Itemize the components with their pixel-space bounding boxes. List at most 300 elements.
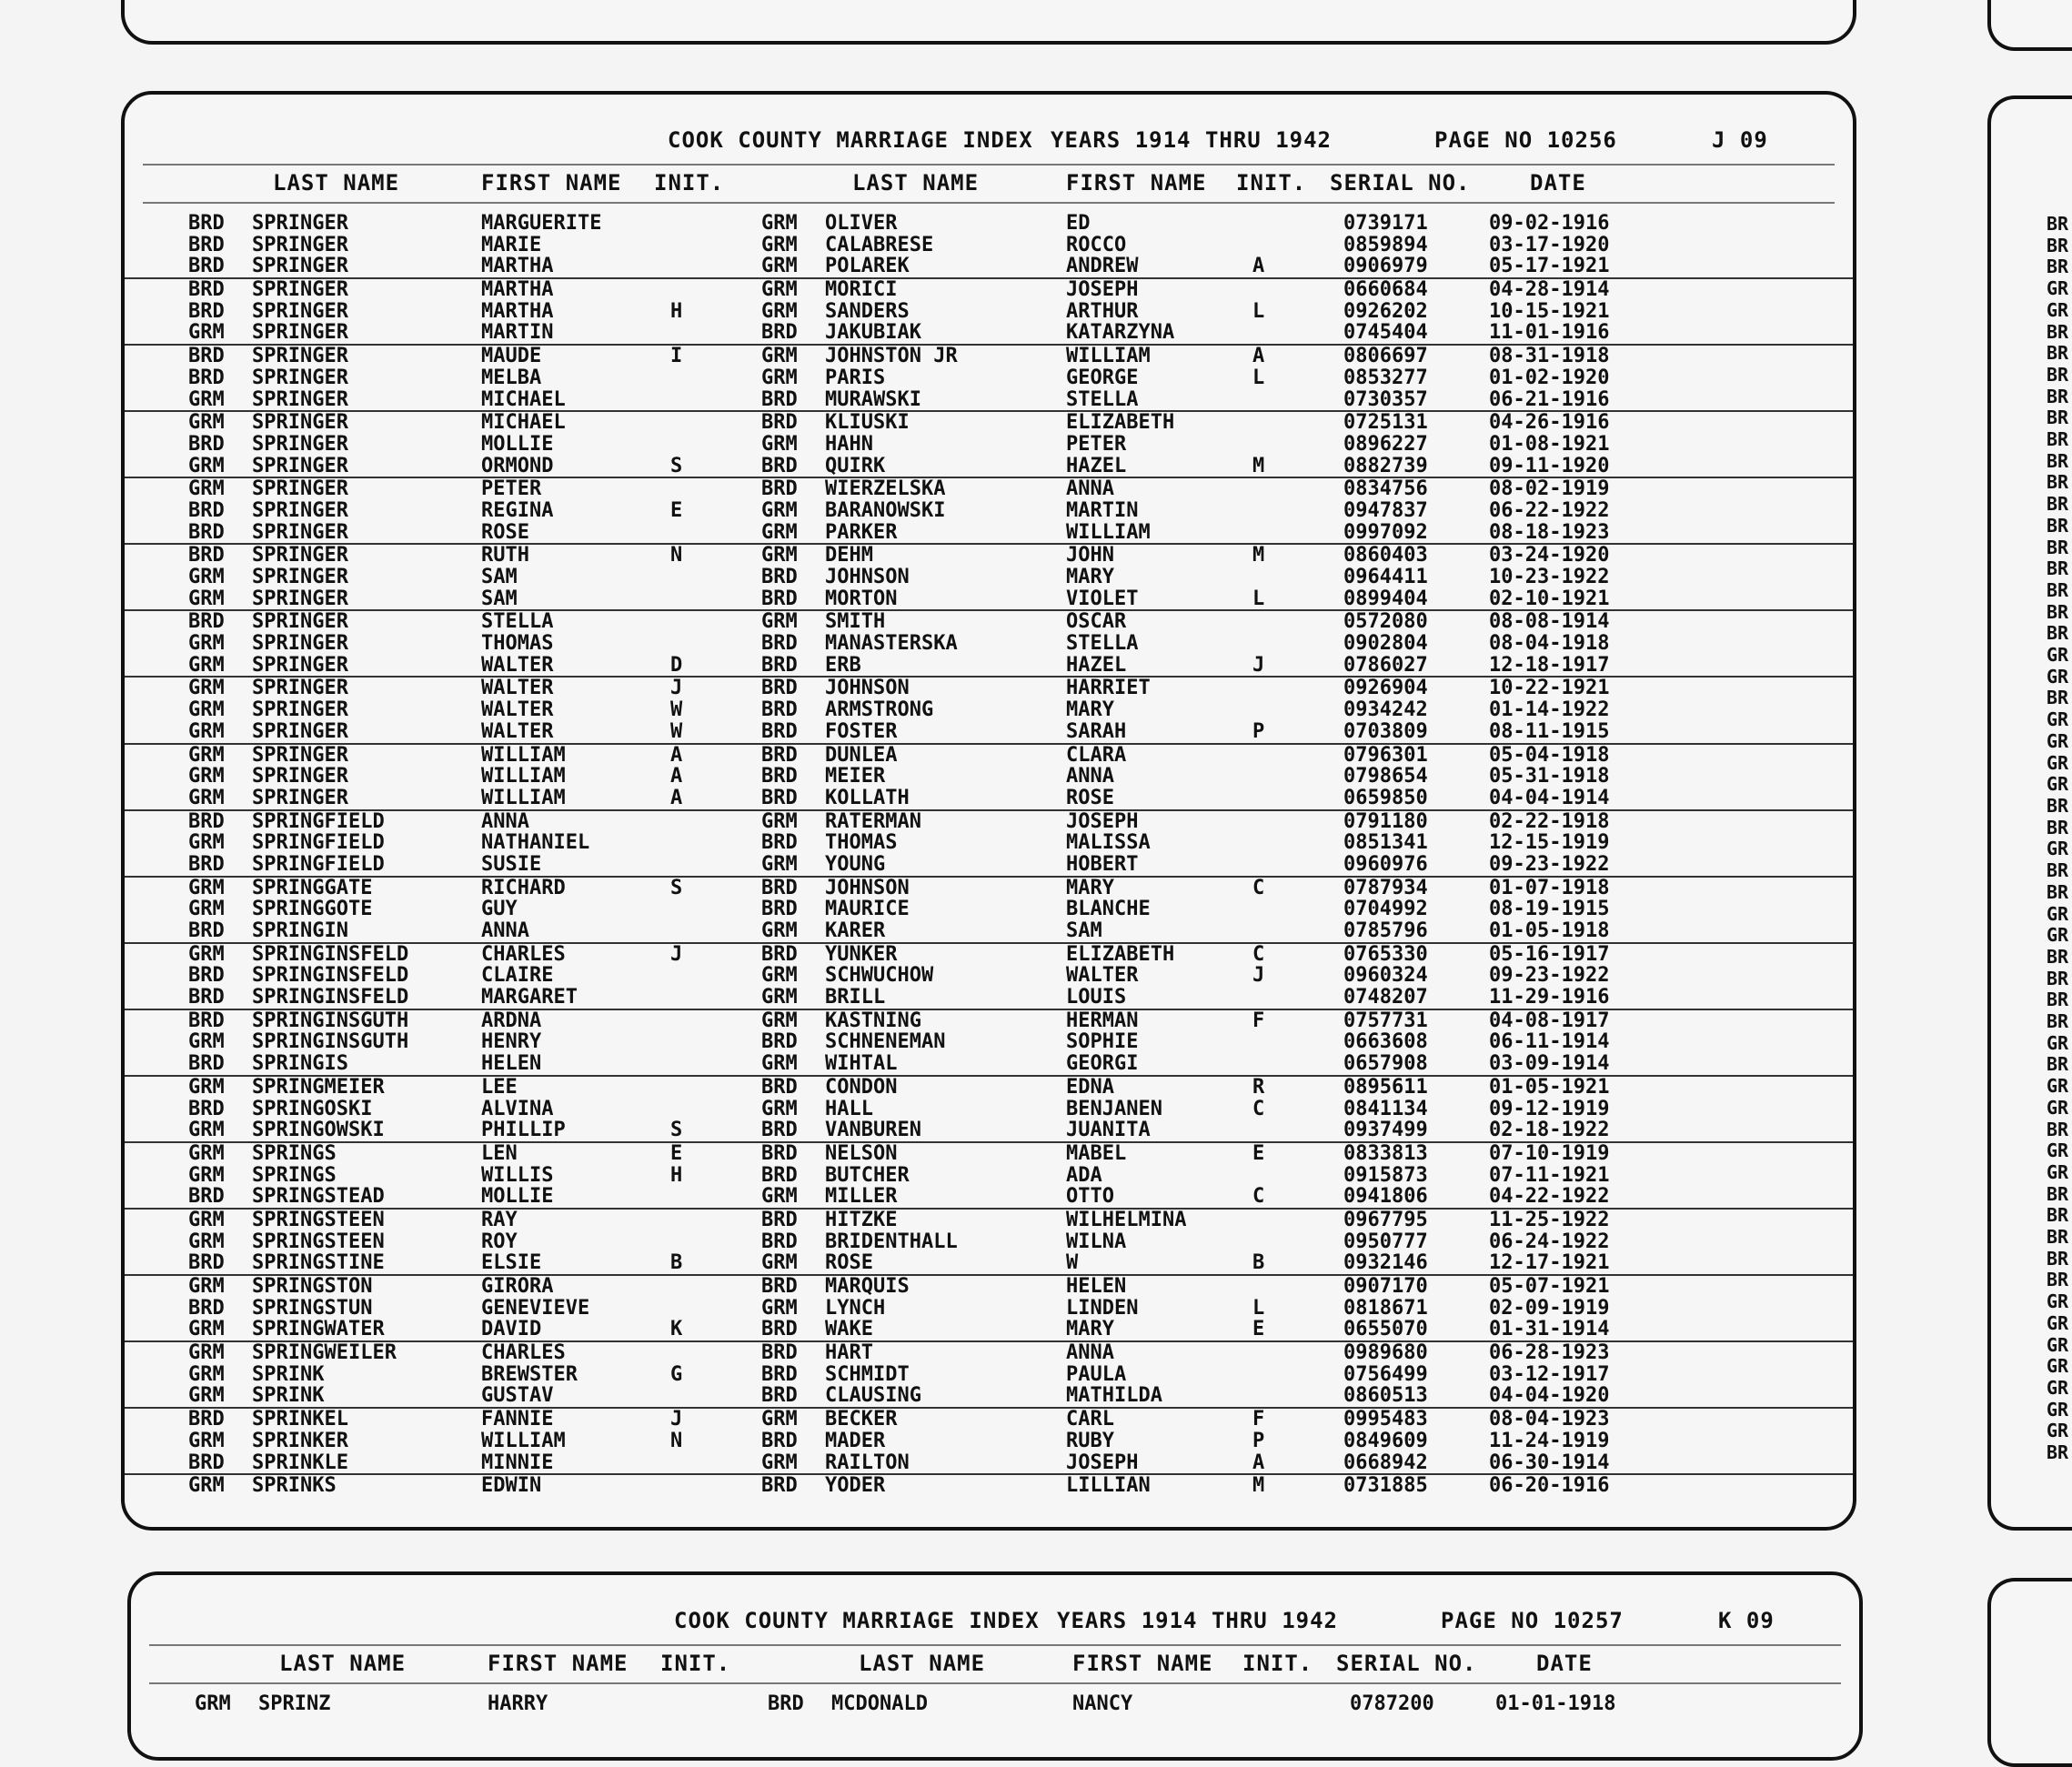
last-name-2: HALL [825,1097,873,1120]
col-serial-no: SERIAL NO. [1330,170,1471,196]
serial-no: 0745404 [1343,321,1428,345]
role-2: GRM [761,986,798,1009]
first-name-2: MARY [1066,698,1114,722]
index-row [125,811,1853,833]
initial-1: S [670,876,683,899]
first-name-2: MALISSA [1066,831,1151,855]
role-1: GRM [188,653,225,677]
serial-no: 0849609 [1343,1429,1428,1452]
first-name-1: SAM [481,566,518,588]
role-2: BRD [761,719,798,743]
index-row [125,1431,1853,1452]
index-row [125,678,1853,699]
col-date: DATE [1530,170,1586,196]
side-role-letter: BR [2047,320,2069,343]
last-name-1: SPRINGER [252,432,348,456]
previous-page-card [121,0,1856,45]
role-1: GRM [188,831,225,855]
first-name-1: FANNIE [481,1408,554,1431]
role-2: GRM [761,432,798,456]
role-2: BRD [761,831,798,855]
first-name-1: ROSE [481,520,529,544]
first-name-2: BENJANEN [1066,1097,1162,1120]
date: 01-31-1914 [1489,1318,1610,1341]
next-page-code: K 09 [1718,1608,1775,1633]
last-name-2: JOHNSON [825,677,910,700]
date: 02-10-1921 [1489,587,1610,610]
index-row [125,987,1853,1010]
date: 09-02-1916 [1489,212,1610,235]
date: 03-17-1920 [1489,233,1610,256]
first-name-1: WALTER [481,677,554,700]
last-name-2: LYNCH [825,1296,886,1320]
first-name-2: ANNA [1066,1341,1114,1365]
last-name-1: SPRINGER [252,345,348,368]
serial-no: 0906979 [1343,255,1428,278]
first-name-1: DAVID [481,1318,542,1341]
date: 11-25-1922 [1489,1208,1610,1231]
first-name-2: GEORGI [1066,1052,1139,1076]
last-name-2: RATERMAN [825,809,921,833]
last-name-2: BRIDENTHALL [825,1230,958,1253]
last-name-2: JOHNSTON JR [825,345,958,368]
index-row [125,745,1853,767]
initial-1: B [670,1251,683,1275]
role-2: BRD [768,1692,804,1715]
last-name-1: SPRINGER [252,255,348,278]
adjacent-page-card-top [1987,0,2072,51]
last-name-1: SPRINGOWSKI [252,1119,385,1142]
last-name-2: BRILL [825,986,886,1009]
role-2: GRM [761,520,798,544]
first-name-1: MOLLIE [481,432,554,456]
side-role-letter: BR [2047,989,2069,1011]
serial-no: 0995483 [1343,1408,1428,1431]
first-name-1: HARRY [488,1692,548,1715]
last-name-1: SPRINGSTUN [252,1296,373,1320]
role-2: BRD [761,898,798,921]
last-name-2: MARQUIS [825,1275,910,1298]
role-1: GRM [188,1119,225,1142]
role-1: GRM [188,942,225,966]
role-2: GRM [761,1296,798,1320]
index-row [125,301,1853,323]
role-2: BRD [761,1030,798,1054]
serial-no: 0765330 [1343,942,1428,966]
first-name-2: HELEN [1066,1275,1127,1298]
role-1: GRM [188,719,225,743]
role-2: BRD [761,1075,798,1099]
next-col-last-name-1: LAST NAME [279,1651,407,1676]
next-header-rule [149,1644,1841,1646]
next-col-init-1: INIT. [660,1651,731,1676]
last-name-2: DUNLEA [825,743,898,767]
first-name-2: LINDEN [1066,1296,1139,1320]
first-name-1: MICHAEL [481,411,566,435]
date: 06-21-1916 [1489,387,1610,411]
last-name-1: SPRINK [252,1362,325,1386]
role-2: BRD [761,566,798,588]
first-name-1: MICHAEL [481,387,566,411]
first-name-1: MARGARET [481,986,578,1009]
first-name-2: JUANITA [1066,1119,1151,1142]
side-role-letter: GR [2047,1311,2069,1334]
initial-2: L [1252,587,1265,610]
index-rows [125,213,1853,1497]
serial-no: 0967795 [1343,1208,1428,1231]
side-role-letter: GR [2047,773,2069,796]
role-2: BRD [761,942,798,966]
date: 09-11-1920 [1489,454,1610,477]
side-role-letter: BR [2047,1441,2069,1464]
last-name-2: KLIUSKI [825,411,910,435]
initial-2: E [1252,1141,1265,1165]
last-name-2: PARKER [825,520,898,544]
first-name-1: CLAIRE [481,964,554,988]
page-years: YEARS 1914 THRU 1942 [1051,127,1332,153]
role-2: GRM [761,1097,798,1120]
date: 11-24-1919 [1489,1429,1610,1452]
role-1: GRM [188,1230,225,1253]
date: 08-31-1918 [1489,345,1610,368]
last-name-2: VANBUREN [825,1119,921,1142]
index-row [125,878,1853,899]
role-1: GRM [188,898,225,921]
first-name-1: STELLA [481,610,554,634]
last-name-2: HAHN [825,432,873,456]
role-2: BRD [761,477,798,501]
date: 08-11-1915 [1489,719,1610,743]
serial-no: 0960976 [1343,852,1428,876]
date: 01-02-1920 [1489,366,1610,389]
first-name-1: WILLIAM [481,765,566,788]
date: 08-08-1914 [1489,610,1610,634]
initial-1: N [670,1429,683,1452]
serial-no: 0730357 [1343,387,1428,411]
role-2: BRD [761,653,798,677]
role-1: BRD [188,366,225,389]
serial-no: 0989680 [1343,1341,1428,1365]
first-name-1: ARDNA [481,1009,542,1032]
role-2: GRM [761,809,798,833]
last-name-1: SPRINGER [252,544,348,567]
side-role-letter: BR [2047,449,2069,472]
first-name-2: MARY [1066,1318,1114,1341]
last-name-1: SPRINGER [252,587,348,610]
serial-no: 0833813 [1343,1141,1428,1165]
date: 08-18-1923 [1489,520,1610,544]
index-row [125,588,1853,612]
role-1: BRD [188,233,225,256]
role-1: GRM [188,786,225,809]
date: 03-24-1920 [1489,544,1610,567]
date: 05-17-1921 [1489,255,1610,278]
first-name-2: ANDREW [1066,255,1139,278]
first-name-2: GEORGE [1066,366,1139,389]
first-name-1: RUTH [481,544,529,567]
role-1: BRD [188,610,225,634]
last-name-2: RAILTON [825,1451,910,1474]
index-row [125,655,1853,678]
role-2: BRD [761,1318,798,1341]
date: 02-09-1919 [1489,1296,1610,1320]
last-name-1: SPRINK [252,1384,325,1408]
date: 10-22-1921 [1489,677,1610,700]
initial-2: L [1252,366,1265,389]
last-name-1: SPRINGER [252,632,348,656]
last-name-2: KASTNING [825,1009,921,1032]
role-2: GRM [761,964,798,988]
last-name-2: KOLLATH [825,786,910,809]
last-name-1: SPRINGGOTE [252,898,373,921]
date: 04-04-1914 [1489,786,1610,809]
last-name-2: JOHNSON [825,876,910,899]
side-role-letter: BR [2047,859,2069,882]
last-name-2: YODER [825,1474,886,1498]
last-name-2: NELSON [825,1141,898,1165]
role-1: GRM [188,1208,225,1231]
first-name-1: PHILLIP [481,1119,566,1142]
col-first-name-2: FIRST NAME [1066,170,1207,196]
last-name-1: SPRINZ [258,1692,331,1715]
date: 02-22-1918 [1489,809,1610,833]
next-column-header-rule [149,1682,1841,1684]
first-name-1: GIRORA [481,1275,554,1298]
last-name-1: SPRINGER [252,698,348,722]
first-name-1: BREWSTER [481,1362,578,1386]
role-2: GRM [761,1009,798,1032]
date: 11-01-1916 [1489,321,1610,345]
first-name-2: NANCY [1072,1692,1133,1715]
last-name-2: BUTCHER [825,1163,910,1187]
serial-no: 0818671 [1343,1296,1428,1320]
date: 03-12-1917 [1489,1362,1610,1386]
side-role-letter: BR [2047,536,2069,558]
first-name-2: HAZEL [1066,454,1127,477]
role-1: BRD [188,299,225,323]
first-name-1: NATHANIEL [481,831,590,855]
initial-2: C [1252,876,1265,899]
role-1: BRD [188,809,225,833]
last-name-1: SPRINGER [252,765,348,788]
role-2: BRD [761,743,798,767]
serial-no: 0748207 [1343,986,1428,1009]
role-1: GRM [188,876,225,899]
last-name-1: SPRINGIN [252,919,348,942]
initial-1: E [670,498,683,522]
role-1: BRD [188,1296,225,1320]
side-role-letter: GR [2047,665,2069,688]
next-page-title: COOK COUNTY MARRIAGE INDEX [674,1608,1040,1633]
adjacent-next-page-card [1987,1578,2072,1767]
side-role-letter: BR [2047,514,2069,537]
date: 04-04-1920 [1489,1384,1610,1408]
serial-no: 0663608 [1343,1030,1428,1054]
index-row [125,1298,1853,1320]
date: 06-30-1914 [1489,1451,1610,1474]
first-name-1: GUSTAV [481,1384,554,1408]
last-name-1: SPRINGER [252,366,348,389]
serial-no: 0572080 [1343,610,1428,634]
side-role-letter: GR [2047,924,2069,947]
role-2: GRM [761,1451,798,1474]
last-name-2: SCHMIDT [825,1362,910,1386]
initial-2: L [1252,299,1265,323]
first-name-2: CLARA [1066,743,1127,767]
role-2: BRD [761,1141,798,1165]
index-row [125,1276,1853,1298]
index-row [125,456,1853,479]
index-row [125,522,1853,546]
side-role-letter: GR [2047,729,2069,752]
last-name-1: SPRINGWEILER [252,1341,397,1365]
last-name-1: SPRINKS [252,1474,337,1498]
first-name-1: MARTHA [481,278,554,302]
index-row [125,1342,1853,1364]
last-name-1: SPRINGWATER [252,1318,385,1341]
first-name-2: SARAH [1066,719,1127,743]
last-name-1: SPRINGER [252,212,348,235]
last-name-2: MORTON [825,587,898,610]
date: 04-26-1916 [1489,411,1610,435]
role-1: GRM [188,387,225,411]
last-name-2: CALABRESE [825,233,934,256]
side-role-letter: BR [2047,428,2069,451]
serial-no: 0786027 [1343,653,1428,677]
last-name-1: SPRINGINSFELD [252,986,409,1009]
initial-1: A [670,786,683,809]
initial-1: G [670,1362,683,1386]
side-role-letter: BR [2047,600,2069,623]
last-name-1: SPRINGER [252,498,348,522]
side-role-letter: BR [2047,1053,2069,1076]
index-row [125,1364,1853,1386]
last-name-2: HITZKE [825,1208,898,1231]
role-2: GRM [761,212,798,235]
serial-no: 0704992 [1343,898,1428,921]
date: 06-24-1922 [1489,1230,1610,1253]
header-rule [143,164,1835,166]
first-name-1: WILLIAM [481,1429,566,1452]
date: 09-23-1922 [1489,964,1610,988]
index-row [125,500,1853,522]
last-name-1: SPRINGER [252,719,348,743]
serial-no: 0941806 [1343,1185,1428,1209]
next-col-serial-no: SERIAL NO. [1336,1651,1477,1676]
role-2: GRM [761,233,798,256]
last-name-1: SPRINGSTEAD [252,1185,385,1209]
last-name-2: ERB [825,653,861,677]
role-1: GRM [188,1030,225,1054]
role-2: BRD [761,632,798,656]
last-name-1: SPRINGOSKI [252,1097,373,1120]
side-role-letter: BR [2047,1269,2069,1291]
index-row [125,1143,1853,1165]
role-2: GRM [761,255,798,278]
role-2: GRM [761,1052,798,1076]
role-1: BRD [188,255,225,278]
role-1: BRD [188,1408,225,1431]
side-role-letter: GR [2047,298,2069,321]
page-number: PAGE NO 10256 [1434,127,1617,153]
first-name-1: LEN [481,1141,518,1165]
date: 01-07-1918 [1489,876,1610,899]
initial-1: A [670,765,683,788]
role-2: BRD [761,1208,798,1231]
date: 06-28-1923 [1489,1341,1610,1365]
role-1: GRM [188,454,225,477]
last-name-1: SPRINGER [252,411,348,435]
date: 03-09-1914 [1489,1052,1610,1076]
role-2: BRD [761,1275,798,1298]
serial-no: 0785796 [1343,919,1428,942]
serial-no: 0937499 [1343,1119,1428,1142]
initial-1: A [670,743,683,767]
first-name-1: WILLIAM [481,786,566,809]
last-name-1: SPRINGER [252,278,348,302]
role-2: BRD [761,1341,798,1365]
last-name-1: SPRINGER [252,233,348,256]
next-col-first-name-2: FIRST NAME [1072,1651,1213,1676]
first-name-1: SUSIE [481,852,542,876]
first-name-2: ARTHUR [1066,299,1139,323]
last-name-2: BARANOWSKI [825,498,946,522]
role-2: BRD [761,411,798,435]
index-row [125,920,1853,944]
index-row [125,1385,1853,1409]
last-name-1: SPRINKLE [252,1451,348,1474]
first-name-1: SAM [481,587,518,610]
first-name-1: ALVINA [481,1097,554,1120]
first-name-1: HENRY [481,1030,542,1054]
role-1: GRM [188,1474,225,1498]
next-col-date: DATE [1536,1651,1593,1676]
first-name-2: JOHN [1066,544,1114,567]
last-name-1: SPRINGIS [252,1052,348,1076]
date: 05-31-1918 [1489,765,1610,788]
last-name-1: SPRINGER [252,387,348,411]
side-role-letter: BR [2047,578,2069,601]
side-role-letter: GR [2047,1031,2069,1054]
index-row [125,389,1853,413]
first-name-1: EDWIN [481,1474,542,1498]
last-name-1: SPRINGER [252,299,348,323]
last-name-2: QUIRK [825,454,886,477]
first-name-1: MAUDE [481,345,542,368]
role-1: BRD [188,212,225,235]
first-name-1: ROY [481,1230,518,1253]
role-2: BRD [761,1474,798,1498]
serial-no: 0860513 [1343,1384,1428,1408]
role-2: GRM [761,1251,798,1275]
initial-1: N [670,544,683,567]
role-1: GRM [188,1362,225,1386]
side-role-letter: BR [2047,1182,2069,1205]
side-role-letter: GR [2047,1096,2069,1119]
side-role-letter: BR [2047,1010,2069,1033]
next-page-years: YEARS 1914 THRU 1942 [1057,1608,1338,1633]
first-name-1: CHARLES [481,942,566,966]
first-name-1: CHARLES [481,1341,566,1365]
last-name-1: SPRINGFIELD [252,852,385,876]
role-2: BRD [761,1429,798,1452]
serial-no: 0899404 [1343,587,1428,610]
side-role-letter: BR [2047,407,2069,429]
first-name-2: LILLIAN [1066,1474,1151,1498]
side-role-letter: BR [2047,256,2069,278]
role-1: BRD [188,986,225,1009]
role-1: GRM [188,1318,225,1341]
